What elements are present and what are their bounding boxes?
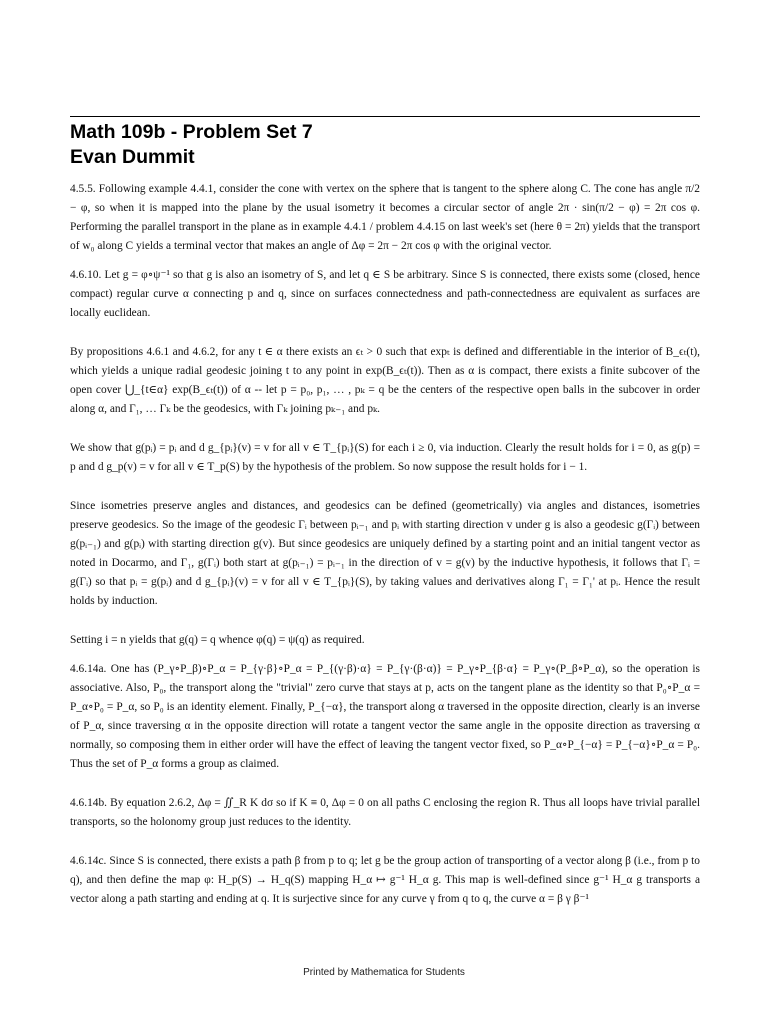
- document-body: [70, 180, 700, 919]
- paragraph-4-6-14b: 4.6.14b. By equation 2.6.2, Δφ = ∬_R K dσ so if K ≡ 0, Δφ = 0 on all paths C enclosing the region R. Thus all loops have trivial parallel transports, so the holonomy group just reduces to the identity.: [70, 797, 700, 828]
- paragraph-4-6-10: 4.6.10. Let g = φ∘ψ⁻¹ so that g is also an isometry of S, and let q ∈ S be arbitrary. Since S is connected, there exists some (closed, hence compact) regular curve α connecting p and q, since on surfaces connectedness and path-connectedness are equivalent as surfaces are locally euclidean.: [70, 269, 700, 319]
- header-rule: [70, 116, 700, 117]
- paragraph-setting: Setting i = n yields that g(q) = q whence φ(q) = ψ(q) as required.: [70, 634, 365, 646]
- document-header: [70, 120, 700, 170]
- paragraph-4-6-14a: 4.6.14a. One has (P_γ∘P_β)∘P_α = P_{γ·β}∘P_α = P_{(γ·β)·α} = P_{γ·(β·α)} = P_γ∘P_{β·α} = P_γ∘(P_β∘P_α), so the operation is associative. Also, P₀, the transport along the "trivial" zero curve that stays at p, acts on the tangent plane as the identity so that P₀∘P_α = P_α∘P₀ = P_α, so P₀ is an identity element. Finally, P_{−α}, the transport along α traversed in the opposite direction, clearly is an inverse of P_α, since traversing α in the opposite direction will rotate a tangent vector the same angle in the opposite direction as traversing α normally, so composing them in either order will have the effect of leaving the tangent vector fixed, so P_α∘P_{−α} = P_{−α}∘P_α = P₀. Thus the set of P_α forms a group as claimed.: [70, 663, 700, 770]
- paragraph-isometries: Since isometries preserve angles and distances, and geodesics can be defined (geometrically) via angles and distances, isometries preserve geodesics. So the image of the geodesic Γᵢ between pᵢ₋₁ and pᵢ with starting direction v under g is also a geodesic g(Γᵢ) between g(pᵢ₋₁) and g(pᵢ) with starting direction g(v). But since geodesics are uniquely defined by a starting point and an initial tangent vector as noted in Docarmo, and Γ₁, g(Γᵢ) both start at g(pᵢ₋₁) = pᵢ₋₁ in the direction of v = g(v) by the inductive hypothesis, it follows that Γᵢ = g(Γᵢ) so that pᵢ = g(pᵢ) and d g_{pᵢ}(v) = v for all v ∈ T_{pᵢ}(S), by taking values and derivatives along Γ₁ = Γ₁' at pᵢ. Hence the result holds by induction.: [70, 500, 700, 607]
- paragraph-4-5-5: 4.5.5. Following example 4.4.1, consider the cone with vertex on the sphere that is tangent to the sphere along C. The cone has angle π/2 − φ, so when it is mapped into the plane by the usual isometry it becomes a circular sector of angle 2π · sin(π/2 − φ) = 2π cos φ. Performing the parallel transport in the plane as in example 4.4.1 / problem 4.4.15 on last week's set (here θ = 2π) yields that the transport of w₀ along C yields a terminal vector that makes an angle of Δφ = 2π − 2π cos φ with the original vector.: [70, 183, 700, 252]
- paragraph-propositions: By propositions 4.6.1 and 4.6.2, for any t ∈ α there exists an ϵₜ > 0 such that expₜ is defined and differentiable in the interior of B_ϵₜ(t), which yields a unique radial geodesic joining t to any point in exp(B_ϵₜ(t)). Then as α is compact, there exists a finite subcover of the open cover ⋃_{t∈α} exp(B_ϵₜ(t)) of α -- let p = p₀, p₁, … , pₖ = q be the centers of the respective open balls in the subcover in order along α, and Γ₁, … Γₖ be the geodesics, with Γₖ joining pₖ₋₁ and pₖ.: [70, 346, 700, 415]
- paragraph-induction: We show that g(pᵢ) = pᵢ and d g_{pᵢ}(v) = v for all v ∈ T_{pᵢ}(S) for each i ≥ 0, via induction. Clearly the result holds for i = 0, as g(p) = p and d g_p(v) = v for all v ∈ T_p(S) by the hypothesis of the problem. So now suppose the result holds for i − 1.: [70, 442, 700, 473]
- print-footer: Printed by Mathematica for Students: [303, 967, 465, 978]
- document-title: Math 109b - Problem Set 7: [70, 121, 313, 143]
- document-author: Evan Dummit: [70, 146, 195, 168]
- paragraph-4-6-14c: 4.6.14c. Since S is connected, there exists a path β from p to q; let g be the group action of transporting of a vector along β (i.e., from p to q), and then define the map φ: H_p(S) → H_q(S) mapping H_α ↦ g⁻¹ H_α g. This map is well-defined since g⁻¹ H_α g transports a vector along a path starting and ending at q. It is surjective since for any curve γ from q to q, the curve α = β γ β⁻¹: [70, 855, 700, 905]
